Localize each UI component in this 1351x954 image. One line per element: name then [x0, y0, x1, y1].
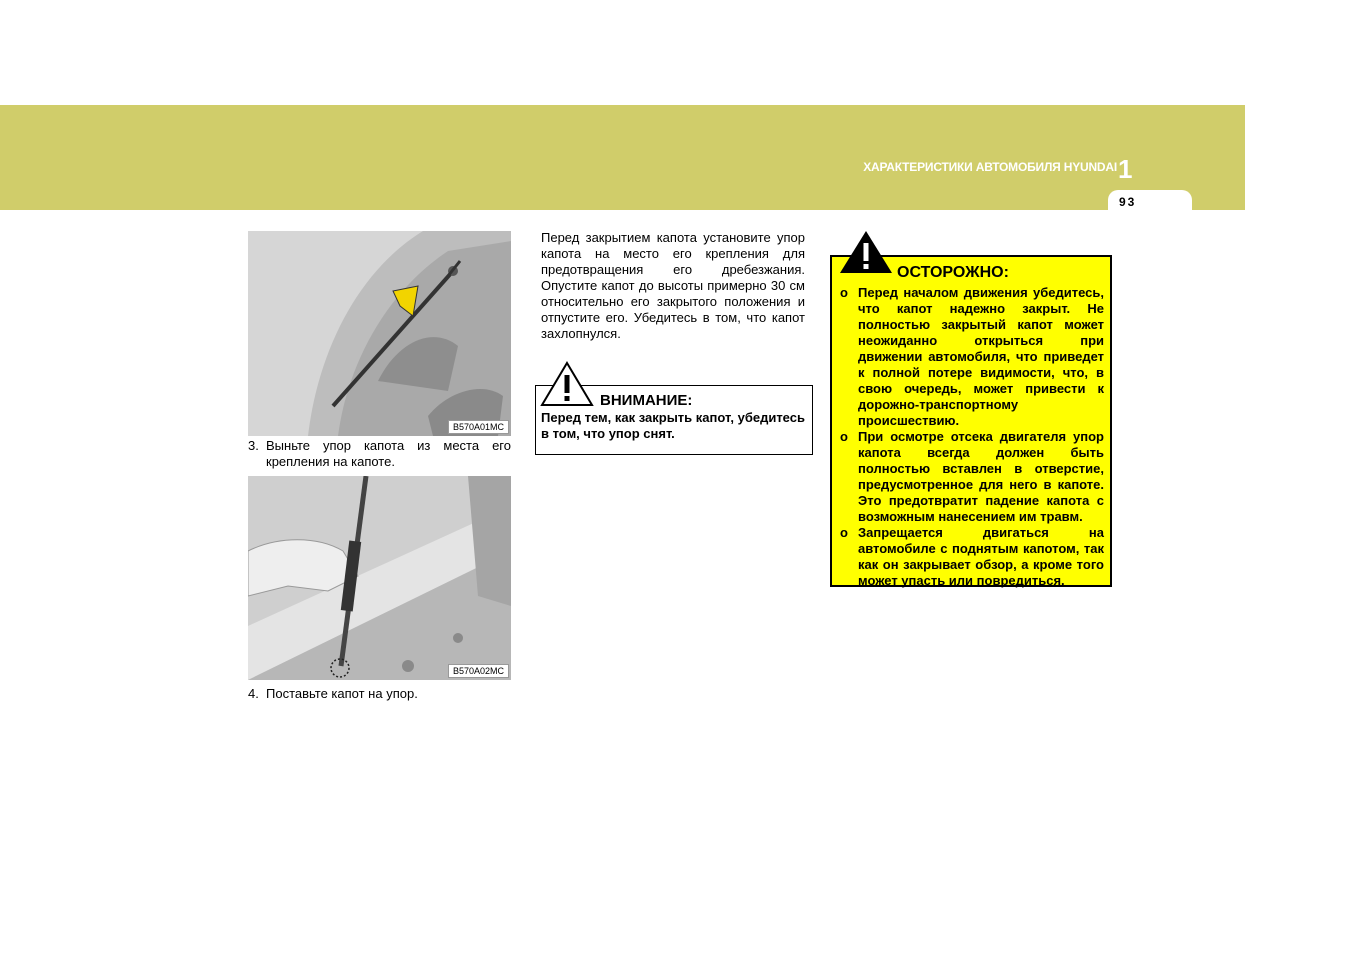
page-number: 93: [1119, 195, 1137, 209]
step-number: 4.: [248, 686, 259, 701]
caution-title: ОСТОРОЖНО:: [897, 264, 1009, 281]
hood-stay-removal-illustration: [248, 231, 511, 436]
list-item: [838, 285, 1104, 429]
caution-item-text: Запрещается двигаться на автомобиле с поднятым капотом, так как он закрывает обзор, а кроме того может упасть или повредиться.: [858, 525, 1104, 588]
list-item: [838, 525, 1104, 589]
step-3: [248, 438, 511, 470]
bullet: o: [840, 525, 848, 540]
caution-item-text: При осмотре отсека двигателя упор капота всегда должен быть полностью вставлен в отверстие, предусмотренное для него в капоте. Это предотвратит падение капота с возможным нанесением им травм.: [858, 429, 1104, 524]
caution-list: [838, 285, 1104, 589]
chapter-number: 1: [1118, 154, 1133, 184]
hood-stay-insertion-illustration: [248, 476, 511, 680]
step-number: 3.: [248, 438, 259, 453]
list-item: [838, 429, 1104, 525]
figure-code: B570A01MC: [448, 420, 509, 434]
header-band: [0, 105, 1245, 210]
closing-hood-paragraph: Перед закрытием капота установите упор капота на место его крепления для предотвращения его дребезжания. Опустите капот до высоты примерно 30 см относительно его закрытого положения и отпустите его. Убедитесь в том, что капот захлопнулся.: [541, 230, 805, 341]
bullet: o: [840, 285, 848, 300]
danger-triangle-icon: [838, 229, 894, 275]
step-4: [248, 686, 511, 702]
attention-title: ВНИМАНИЕ:: [600, 392, 693, 409]
step-text: Выньте упор капота из места его крепления на капоте.: [266, 438, 511, 469]
step-text: Поставьте капот на упор.: [266, 686, 418, 701]
figure-code: B570A02MC: [448, 664, 509, 678]
bullet: o: [840, 429, 848, 444]
section-title: ХАРАКТЕРИСТИКИ АВТОМОБИЛЯ HYUNDAI: [863, 160, 1117, 174]
caution-item-text: Перед началом движения убедитесь, что капот надежно закрыт. Не полностью закрытый капот может неожиданно открыться при движении автомобиля, что приведет к полной потере видимости, что, в свою очередь, может привести к дорожно-транспортному происшествию.: [858, 285, 1104, 428]
warning-triangle-icon: [540, 361, 594, 407]
attention-text: Перед тем, как закрыть капот, убедитесь в том, что упор снят.: [541, 410, 805, 441]
